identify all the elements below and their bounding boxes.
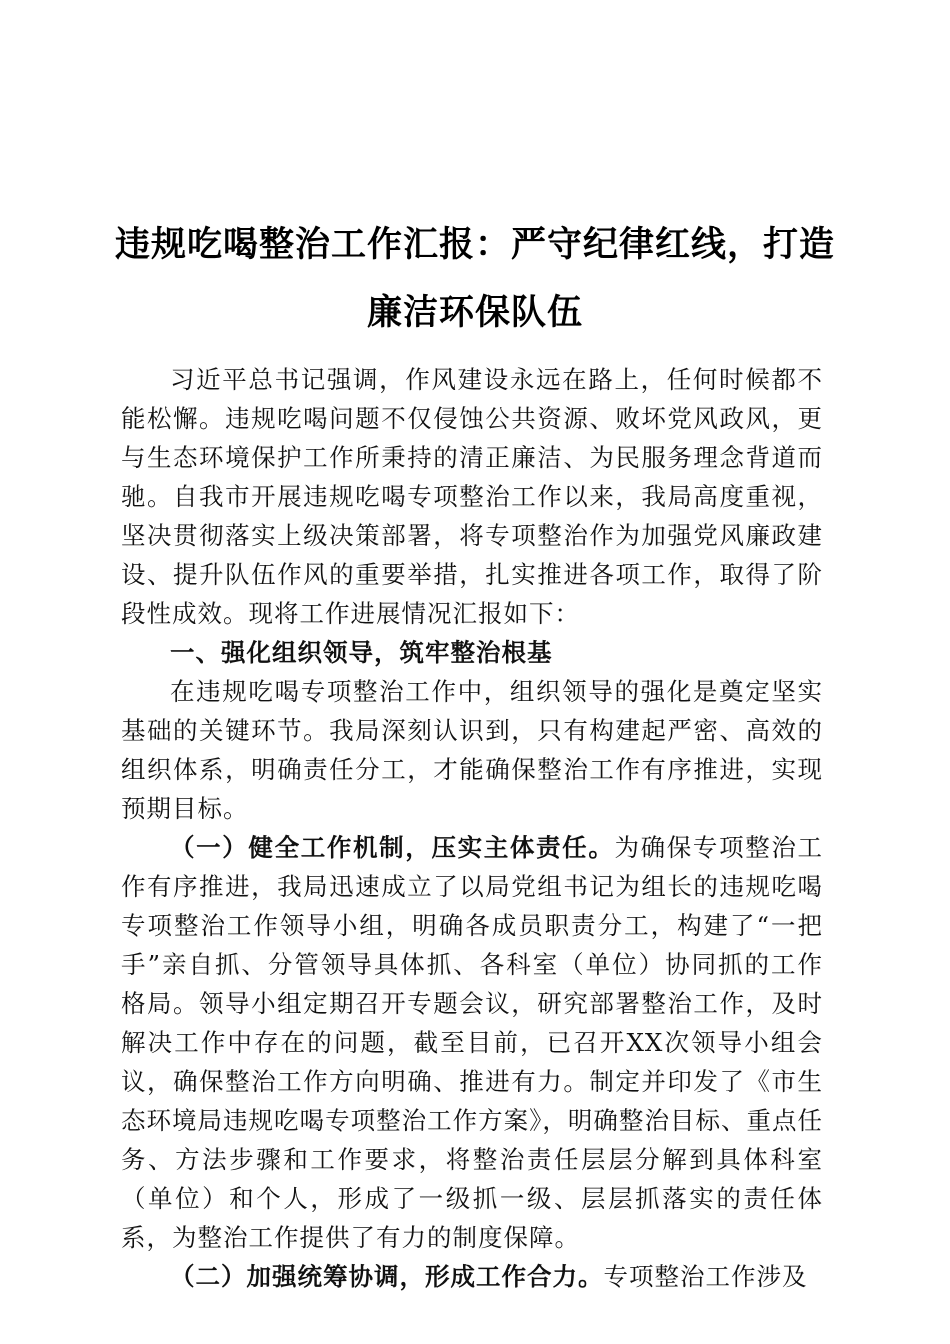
document-body: [121, 360, 823, 1296]
section-heading-1: 一、强化组织领导，筑牢整治根基: [170, 638, 553, 667]
subsection-2-body: 专项整治工作涉及: [603, 1262, 808, 1291]
subsection-2-heading: （二）加强统筹协调，形成工作合力。: [170, 1262, 604, 1291]
section-1-intro-paragraph: 在违规吃喝专项整治工作中，组织领导的强化是奠定坚实基础的关键环节。我局深刻认识到，只有构建起严密、高效的组织体系，明确责任分工，才能确保整治工作有序推进，实现预期目标。: [121, 677, 823, 823]
subsection-2-paragraph: [121, 1257, 823, 1296]
document-title: 违规吃喝整治工作汇报：严守纪律红线，打造廉洁环保队伍: [114, 224, 835, 334]
subsection-1-paragraph: [121, 828, 823, 1257]
subsection-1-body: 为确保专项整治工作有序推进，我局迅速成立了以局党组书记为组长的违规吃喝专项整治工作领导小组，明确各成员职责分工，构建了“一把手”亲自抓、分管领导具体抓、各科室（单位）协同抓的工作格局。领导小组定期召开专题会议，研究部署整治工作，及时解决工作中存在的问题，截至目前，已召开XX次领导小组会议，确保整治工作方向明确、推进有力。制定并印发了《市生态环境局违规吃喝专项整治工作方案》，明确整治目标、重点任务、方法步骤和工作要求，将整治责任层层分解到具体科室（单位）和个人，形成了一级抓一级、层层抓落实的责任体系，为整治工作提供了有力的制度保障。: [121, 833, 824, 1252]
subsection-1-heading: （一）健全工作机制，压实主体责任。: [170, 833, 615, 862]
intro-paragraph: 习近平总书记强调，作风建设永远在路上，任何时候都不能松懈。违规吃喝问题不仅侵蚀公共资源、败坏党风政风，更与生态环境保护工作所秉持的清正廉洁、为民服务理念背道而驰。自我市开展违规吃喝专项整治工作以来，我局高度重视，坚决贯彻落实上级决策部署，将专项整治作为加强党风廉政建设、提升队伍作风的重要举措，扎实推进各项工作，取得了阶段性成效。现将工作进展情况汇报如下：: [121, 365, 823, 628]
